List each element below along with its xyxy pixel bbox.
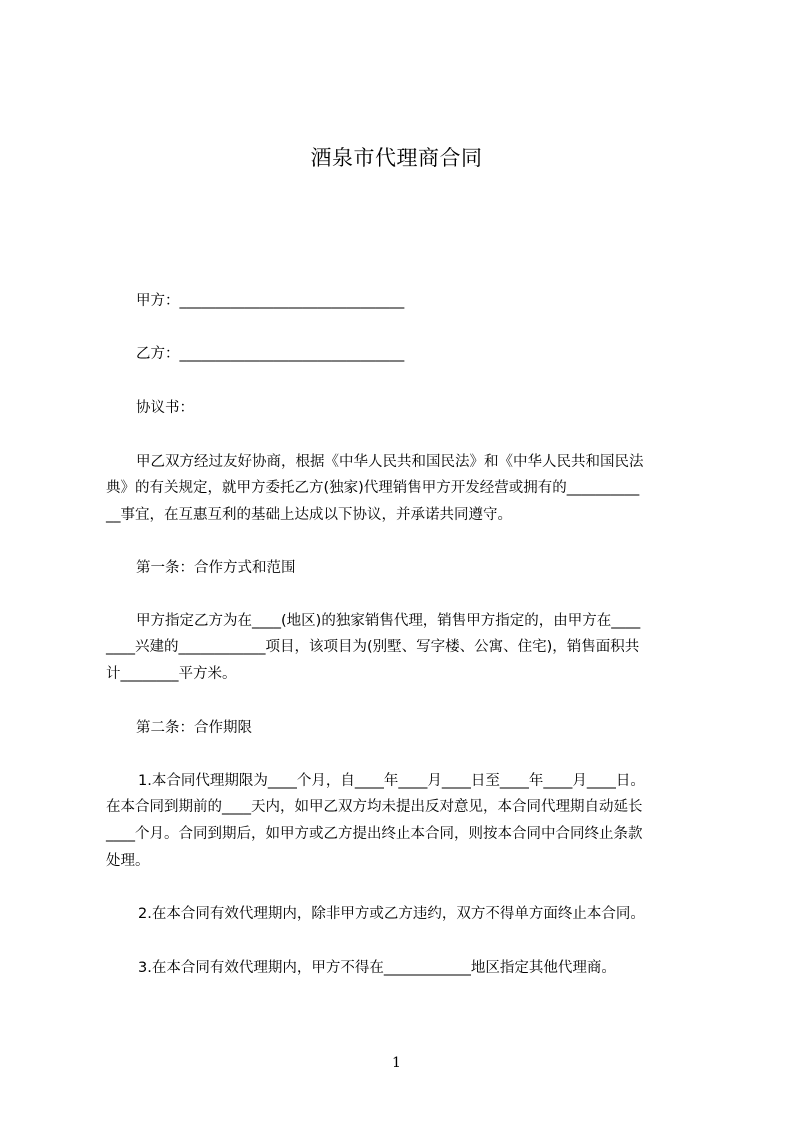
article1-line-2: ____兴建的____________项目，该项目为(别墅、写字楼、公寓、住宅)，销售面积共 (106, 639, 640, 655)
page-number: 1 (392, 1055, 401, 1071)
party-a-line: 甲方：_______________________________ (136, 293, 405, 309)
document-title: 酒泉市代理商合同 (310, 146, 483, 170)
article2-clause1-line-2: 在本合同到期前的____天内，如甲乙双方均未提出反对意见，本合同代理期自动延长 (106, 799, 643, 815)
article2-clause1-line-4: 处理。 (106, 853, 150, 869)
intro-line-3: __事宜，在互惠互利的基础上达成以下协议，并承诺共同遵守。 (106, 507, 512, 523)
intro-line-2: 典》的有关规定，就甲方委托乙方(独家)代理销售甲方开发经营或拥有的__________ (106, 480, 640, 496)
article1-line-3: 计________平方米。 (106, 666, 237, 682)
intro-line-1: 甲乙双方经过友好协商，根据《中华人民共和国民法》和《中华人民共和国民法 (136, 454, 644, 470)
agreement-label: 协议书： (136, 400, 194, 416)
article2-clause1-line-3: ____个月。合同到期后，如甲方或乙方提出终止本合同，则按本合同中合同终止条款 (106, 826, 643, 842)
article2-clause3: 3.在本合同有效代理期内，甲方不得在____________地区指定其他代理商。 (138, 960, 616, 976)
article2-clause1-line-1: 1.本合同代理期限为____个月，自____年____月____日至____年____月____日。 (138, 773, 645, 789)
article2-clause2: 2.在本合同有效代理期内，除非甲方或乙方违约，双方不得单方面终止本合同。 (138, 906, 645, 922)
article2-heading: 第二条：合作期限 (136, 720, 252, 736)
article1-heading: 第一条：合作方式和范围 (136, 560, 296, 576)
party-b-line: 乙方：_______________________________ (136, 346, 405, 362)
article1-line-1: 甲方指定乙方为在____(地区)的独家销售代理，销售甲方指定的，由甲方在____ (136, 613, 641, 629)
